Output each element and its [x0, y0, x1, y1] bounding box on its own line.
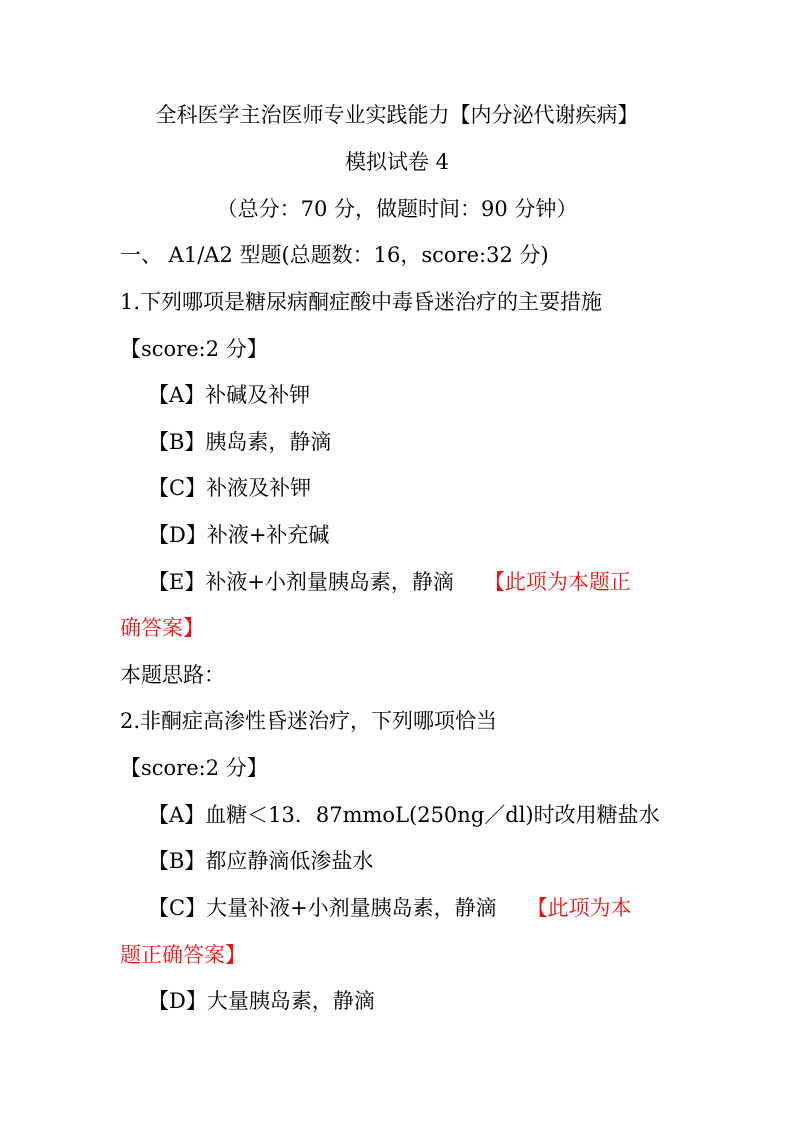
- question-2-stem: 2.非酮症高渗性昏迷治疗，下列哪项恰当: [120, 709, 498, 733]
- doc-summary: （总分：70 分，做题时间：90 分钟）: [216, 197, 578, 221]
- q1-option-e-text: 【E】补液+小剂量胰岛素，静滴: [148, 570, 454, 594]
- correct-answer-mark-2-cont: 题正确答案】: [120, 943, 246, 967]
- question-2-score: 【score:2 分】: [120, 756, 268, 780]
- doc-title-line1: 全科医学主治医师专业实践能力【内分泌代谢疾病】: [155, 103, 639, 127]
- q2-option-c-text: 【C】大量补液+小剂量胰岛素，静滴: [148, 896, 497, 920]
- q2-option-a: 【A】血糖＜13．87mmoL(250ng／dl)时改用糖盐水: [148, 803, 660, 827]
- section-heading: 一、 A1/A2 型题(总题数：16，score:32 分): [120, 243, 549, 267]
- correct-answer-mark: 【此项为本题正: [483, 570, 631, 594]
- q1-option-d: 【D】补液+补充碱: [148, 523, 330, 547]
- question-1-analysis: 本题思路：: [120, 663, 225, 687]
- question-1-score: 【score:2 分】: [120, 337, 268, 361]
- q1-option-b: 【B】胰岛素，静滴: [148, 430, 332, 454]
- q2-option-b: 【B】都应静滴低渗盐水: [148, 849, 374, 873]
- doc-title-line2: 模拟试卷 4: [344, 150, 450, 174]
- question-1-stem: 1.下列哪项是糖尿病酮症酸中毒昏迷治疗的主要措施: [120, 290, 603, 314]
- q2-option-d: 【D】大量胰岛素，静滴: [148, 989, 375, 1013]
- q1-option-c: 【C】补液及补钾: [148, 476, 312, 500]
- q1-option-a: 【A】补碱及补钾: [148, 383, 311, 407]
- correct-answer-mark-cont: 确答案】: [120, 616, 204, 640]
- q1-option-e: [148, 567, 688, 597]
- q2-option-c: [148, 893, 688, 923]
- correct-answer-mark-2: 【此项为本: [526, 896, 632, 920]
